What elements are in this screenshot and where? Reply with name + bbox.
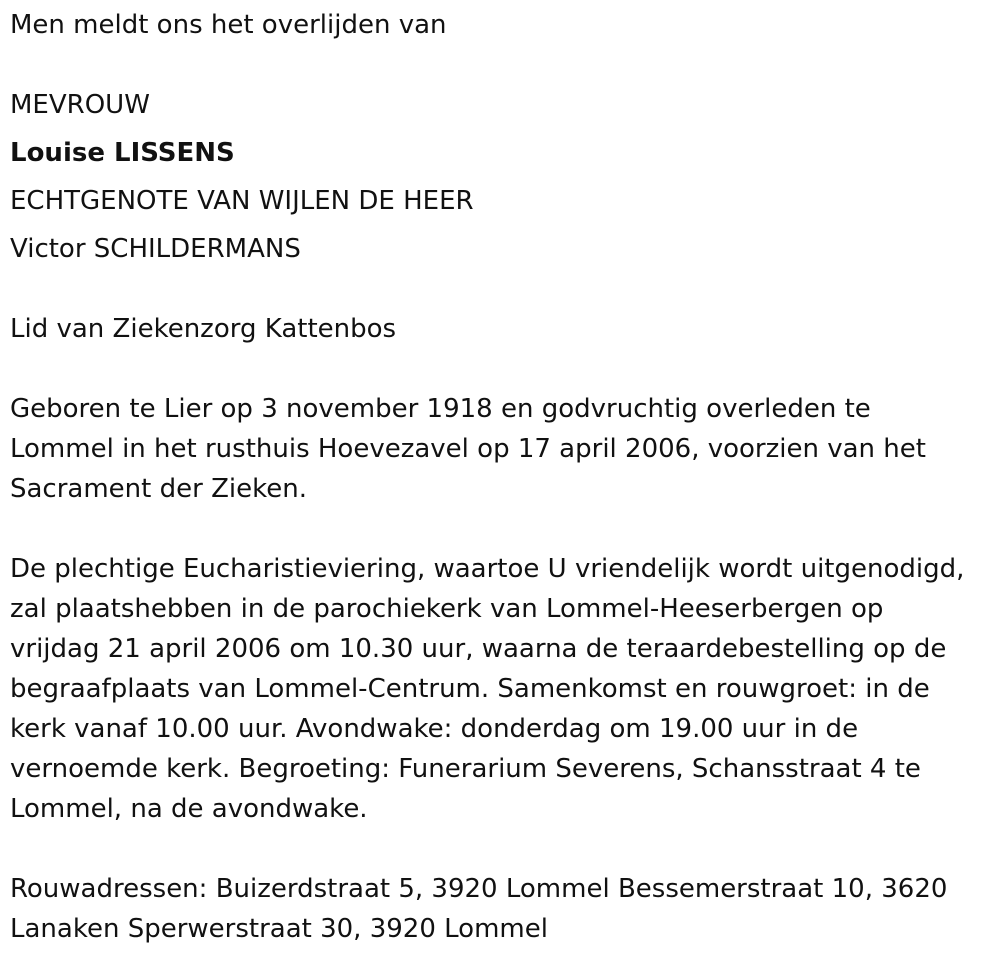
deceased-name: Louise LISSENS — [10, 138, 235, 168]
relation-text: ECHTGENOTE VAN WIJLEN DE HEER — [10, 186, 474, 216]
ceremony-line: kerk vanaf 10.00 uur. Avondwake: donderdag om 19.00 uur in de — [10, 714, 859, 744]
birth-death-line: Geboren te Lier op 3 november 1918 en godvruchtig overleden te — [10, 394, 871, 424]
ceremony-line: zal plaatshebben in de parochiekerk van Lommel-Heeserbergen op — [10, 594, 884, 624]
ceremony-line: vrijdag 21 april 2006 om 10.30 uur, waarna de teraardebestelling op de — [10, 634, 947, 664]
birth-death-line: Lommel in het rusthuis Hoevezavel op 17 april 2006, voorzien van het — [10, 434, 926, 464]
ceremony-line: De plechtige Eucharistieviering, waartoe U vriendelijk wordt uitgenodigd, — [10, 554, 965, 584]
addresses-paragraph — [10, 869, 995, 949]
ceremony-line: vernoemde kerk. Begroeting: Funerarium Severens, Schansstraat 4 te — [10, 754, 921, 784]
address-line: Rouwadressen: Buizerdstraat 5, 3920 Lommel Bessemerstraat 10, 3620 — [10, 874, 948, 904]
intro-text: Men meldt ons het overlijden van — [10, 10, 447, 40]
address-line: Lanaken Sperwerstraat 30, 3920 Lommel — [10, 914, 548, 944]
birth-death-paragraph — [10, 389, 995, 509]
ceremony-line: Lommel, na de avondwake. — [10, 794, 368, 824]
birth-death-line: Sacrament der Zieken. — [10, 474, 307, 504]
ceremony-line: begraafplaats van Lommel-Centrum. Samenkomst en rouwgroet: in de — [10, 674, 930, 704]
title-text: MEVROUW — [10, 90, 150, 120]
ceremony-paragraph — [10, 549, 995, 829]
membership-text: Lid van Ziekenzorg Kattenbos — [10, 314, 397, 344]
spouse-name: Victor SCHILDERMANS — [10, 234, 301, 264]
